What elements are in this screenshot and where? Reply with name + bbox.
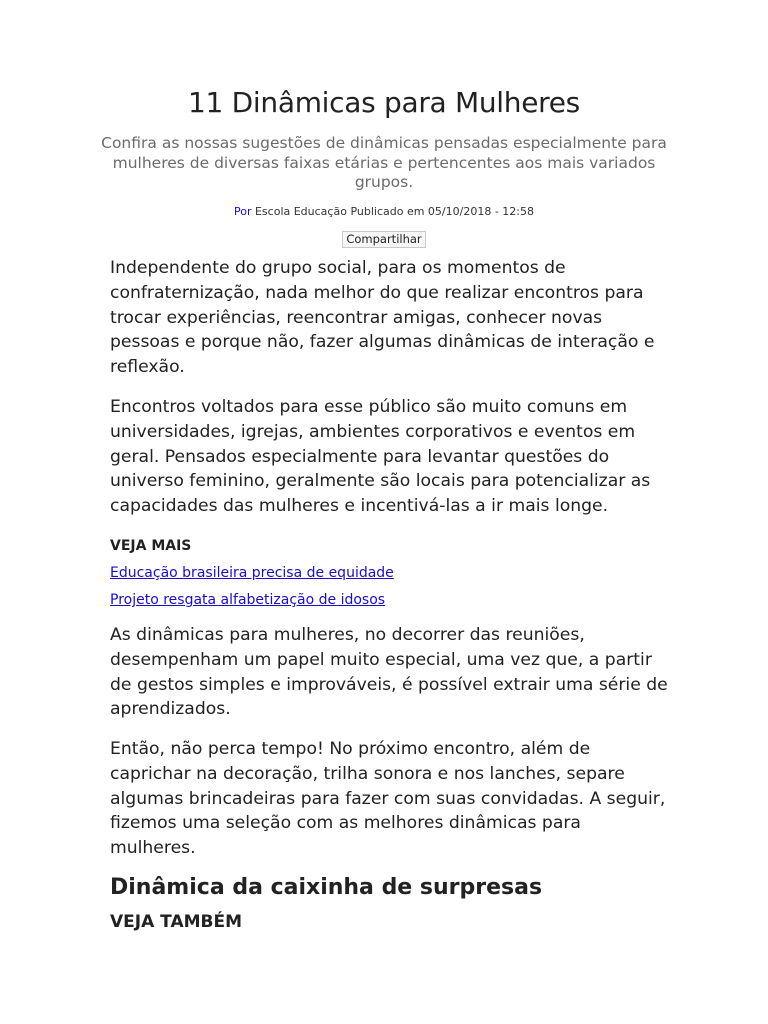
paragraph-dynamics: As dinâmicas para mulheres, no decorrer das reuniões, desempenham um papel muito especial, uma vez que, a partir de gestos simples e improváveis, é possível extrair uma série de aprendizados. (110, 625, 668, 720)
byline-author-prefix: Por (233, 205, 252, 218)
article-subtitle: Confira as nossas sugestões de dinâmicas pensadas especialmente para mulheres de diversas faixas etárias e pertencentes aos mais variados grupos. (101, 134, 667, 191)
section-heading: Dinâmica da caixinha de surpresas (110, 875, 543, 900)
share-button[interactable]: Compartilhar (342, 231, 425, 248)
related-link-idosos[interactable]: Projeto resgata alfabetização de idosos (110, 592, 386, 608)
related-link-equidade[interactable]: Educação brasileira precisa de equidade (110, 565, 394, 581)
paragraph-call-to-action: Então, não perca tempo! No próximo encontro, além de caprichar na decoração, trilha sonora e nos lanches, separe algumas brincadeiras para fazer com suas convidadas. A seguir, fizemos uma seleção com as melhores dinâmicas para mulheres. (110, 739, 666, 859)
byline-author-date: Escola Educação Publicado em 05/10/2018 - 12:58 (251, 205, 534, 218)
article-byline (0, 205, 768, 218)
share-container (0, 228, 768, 248)
article-title: 11 Dinâmicas para Mulheres (188, 86, 580, 119)
see-also-label: VEJA TAMBÉM (110, 912, 243, 932)
paragraph-context: Encontros voltados para esse público são muito comuns em universidades, igrejas, ambientes corporativos e eventos em geral. Pensados especialmente para levantar questões do universo feminino, geralmente são locais para potencializar as capacidades das mulheres e incentivá-las a ir mais longe. (110, 397, 651, 517)
see-more-label: VEJA MAIS (110, 538, 192, 554)
paragraph-intro: Independente do grupo social, para os momentos de confraternização, nada melhor do que realizar encontros para trocar experiências, reencontrar amigas, conhecer novas pessoas e porque não, fazer algumas dinâmicas de interação e reflexão. (110, 258, 655, 378)
